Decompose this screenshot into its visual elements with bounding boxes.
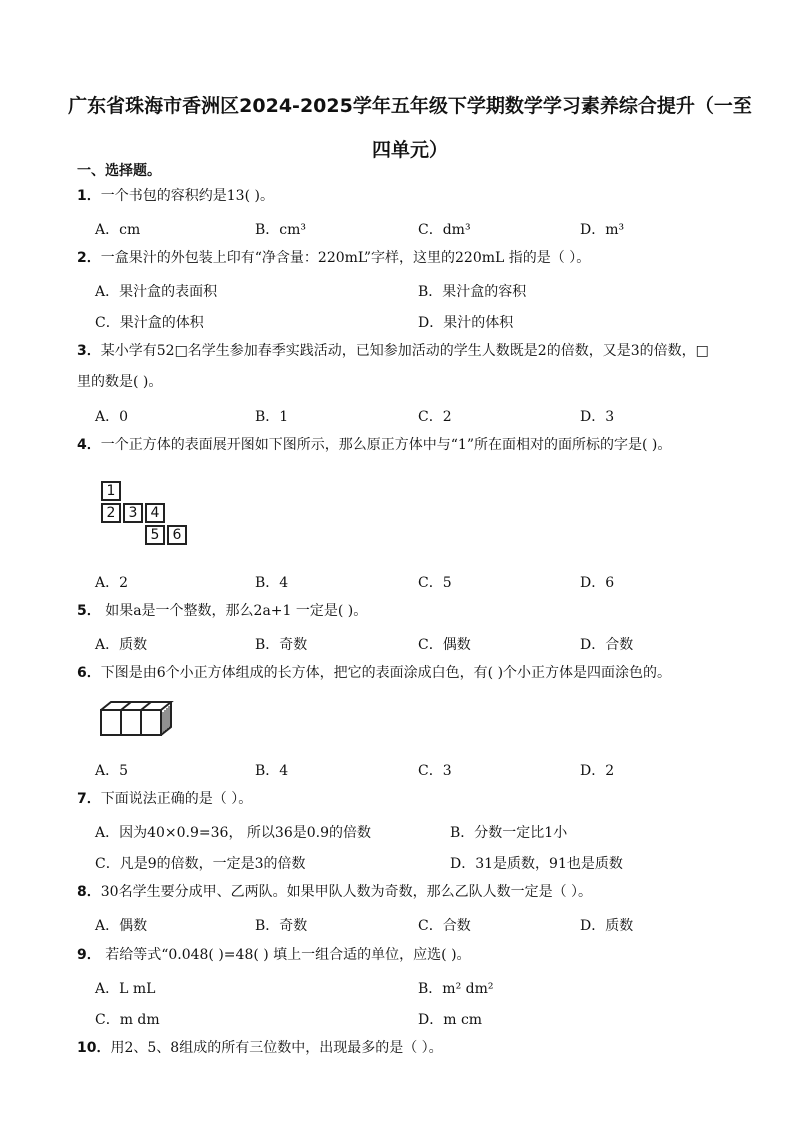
section-heading: 一、选择题。	[77, 163, 161, 179]
q7-option-c[interactable]: C．凡是9的倍数，一定是3的倍数	[95, 856, 306, 872]
q8-option-d[interactable]: D．质数	[580, 918, 634, 934]
q6-option-d[interactable]: D．2	[580, 763, 615, 779]
q8-option-b[interactable]: B．奇数	[255, 918, 308, 934]
q4-option-c[interactable]: C．5	[418, 575, 452, 591]
q7-option-d[interactable]: D．31是质数，91也是质数	[450, 856, 623, 872]
question-2: 2．一盒果汁的外包装上印有“净含量：220mL”字样，这里的220mL 指的是（ ）。	[77, 250, 591, 266]
q9-option-a[interactable]: A．L mL	[95, 981, 156, 997]
q6-option-c[interactable]: C．3	[418, 763, 452, 779]
q9-option-b[interactable]: B．m² dm²	[418, 981, 494, 997]
q2-option-a[interactable]: A．果汁盒的表面积	[95, 284, 218, 300]
q4-option-d[interactable]: D．6	[580, 575, 615, 591]
net-face: 6	[167, 525, 187, 545]
net-face: 2	[101, 503, 121, 523]
q3-option-b[interactable]: B．1	[255, 409, 289, 425]
q5-option-c[interactable]: C．偶数	[418, 637, 471, 653]
net-face: 4	[145, 503, 165, 523]
q5-option-d[interactable]: D．合数	[580, 637, 634, 653]
net-face: 5	[145, 525, 165, 545]
question-6: 6．下图是由6个小正方体组成的长方体，把它的表面涂成白色，有( )个小正方体是四面涂色的。	[77, 665, 672, 681]
net-face: 1	[101, 481, 121, 501]
q3-option-c[interactable]: C．2	[418, 409, 452, 425]
q2-option-c[interactable]: C．果汁盒的体积	[95, 315, 204, 331]
q7-option-a[interactable]: A．因为40×0.9=36， 所以36是0.9的倍数	[95, 825, 371, 841]
question-8: 8．30名学生要分成甲、乙两队。如果甲队人数为奇数，那么乙队人数一定是（ ）。	[77, 884, 593, 900]
q2-option-d[interactable]: D．果汁的体积	[418, 315, 514, 331]
q6-option-a[interactable]: A．5	[95, 763, 129, 779]
q6-option-b[interactable]: B．4	[255, 763, 289, 779]
q3-option-d[interactable]: D．3	[580, 409, 615, 425]
q7-option-b[interactable]: B．分数一定比1小	[450, 825, 568, 841]
q5-option-b[interactable]: B．奇数	[255, 637, 308, 653]
q9-option-d[interactable]: D．m cm	[418, 1012, 483, 1028]
page-title: 广东省珠海市香洲区2024-2025学年五年级下学期数学学习素养综合提升（一至四单元）	[68, 95, 752, 161]
q4-option-a[interactable]: A．2	[95, 575, 129, 591]
q5-option-a[interactable]: A．质数	[95, 637, 148, 653]
q8-option-a[interactable]: A．偶数	[95, 918, 148, 934]
cube-net-figure	[101, 481, 191, 547]
net-face: 3	[123, 503, 143, 523]
q1-option-b[interactable]: B．cm³	[255, 222, 307, 238]
question-3-cont: 里的数是( )。	[77, 374, 163, 390]
q1-option-a[interactable]: A．cm	[95, 222, 141, 238]
q8-option-c[interactable]: C．合数	[418, 918, 471, 934]
question-1: 1．一个书包的容积约是13( )。	[77, 188, 274, 204]
question-10: 10．用2、5、8组成的所有三位数中，出现最多的是（ ）。	[77, 1040, 443, 1056]
q2-option-b[interactable]: B．果汁盒的容积	[418, 284, 527, 300]
question-7: 7．下面说法正确的是（ ）。	[77, 791, 253, 807]
q3-option-a[interactable]: A．0	[95, 409, 129, 425]
q1-option-c[interactable]: C．dm³	[418, 222, 471, 238]
q1-option-d[interactable]: D．m³	[580, 222, 625, 238]
question-3: 3．某小学有52□名学生参加春季实践活动，已知参加活动的学生人数既是2的倍数，又是3的倍数，□	[77, 343, 709, 359]
q9-option-c[interactable]: C．m dm	[95, 1012, 160, 1028]
question-4: 4．一个正方体的表面展开图如下图所示，那么原正方体中与“1”所在面相对的面所标的字是( )。	[77, 437, 672, 453]
question-9: 9． 若给等式“0.048( )=48( ) 填上一组合适的单位，应选( )。	[77, 947, 471, 963]
question-5: 5． 如果a是一个整数，那么2a+1 一定是( )。	[77, 603, 368, 619]
q4-option-b[interactable]: B．4	[255, 575, 289, 591]
cuboid-figure	[100, 700, 180, 738]
